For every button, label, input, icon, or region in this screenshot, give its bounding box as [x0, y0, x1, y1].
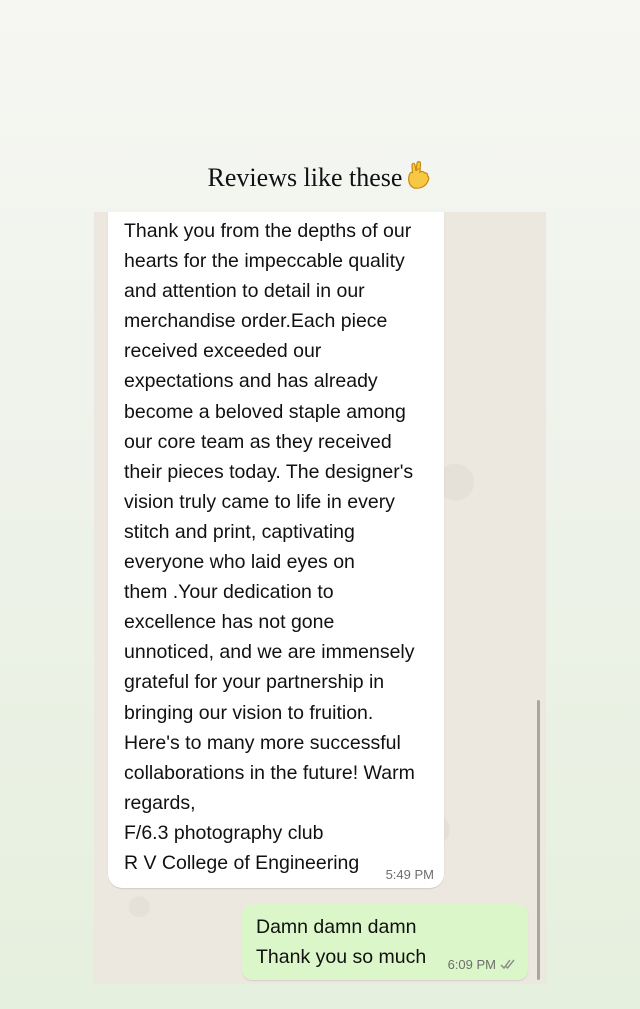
message-line: merchandise order.Each piece: [124, 310, 388, 333]
message-line: F/6.3 photography club: [124, 821, 324, 844]
outgoing-message-bubble: [242, 904, 528, 980]
message-line: hearts for the impeccable quality: [124, 250, 405, 273]
incoming-message-bubble: [108, 212, 444, 888]
message-line: expectations and has already: [124, 370, 378, 393]
message-line: R V College of Engineering: [124, 851, 360, 874]
incoming-message-text: [124, 216, 440, 878]
outgoing-message-time: 6:09 PM: [447, 957, 496, 972]
message-line: Here's to many more successful: [124, 731, 401, 754]
message-line: received exceeded our: [124, 340, 322, 363]
message-line: them .Your dedication to: [124, 581, 334, 604]
message-line: Thank you so much: [256, 946, 427, 969]
message-line: Damn damn damn: [256, 916, 417, 938]
story-caption: [0, 160, 640, 197]
message-line: vision truly came to life in every: [124, 490, 395, 513]
fingers-crossed-icon: [406, 160, 432, 197]
chat-screenshot: [94, 212, 546, 984]
message-line: their pieces today. The designer's: [124, 460, 414, 483]
message-line: stitch and print, captivating: [124, 520, 355, 543]
message-line: bringing our vision to fruition.: [124, 701, 374, 724]
message-line: everyone who laid eyes on: [124, 551, 355, 574]
message-line: become a beloved staple among: [124, 400, 406, 423]
message-line: grateful for your partnership in: [124, 671, 385, 694]
message-line: unnoticed, and we are immensely: [124, 641, 415, 664]
incoming-message-time: 5:49 PM: [385, 867, 434, 882]
caption-text: Reviews like these: [207, 163, 403, 192]
message-line: collaborations in the future! Warm: [124, 761, 415, 784]
message-line: regards,: [124, 791, 196, 814]
message-line: excellence has not gone: [124, 611, 335, 634]
outgoing-message-meta: [448, 957, 518, 972]
double-check-icon: [500, 959, 518, 970]
message-line: and attention to detail in our: [124, 280, 365, 303]
outgoing-message-text: [256, 912, 436, 972]
message-line: Thank you from the depths of our: [124, 220, 412, 242]
chat-scrollbar[interactable]: [537, 700, 540, 980]
message-line: our core team as they received: [124, 430, 392, 453]
